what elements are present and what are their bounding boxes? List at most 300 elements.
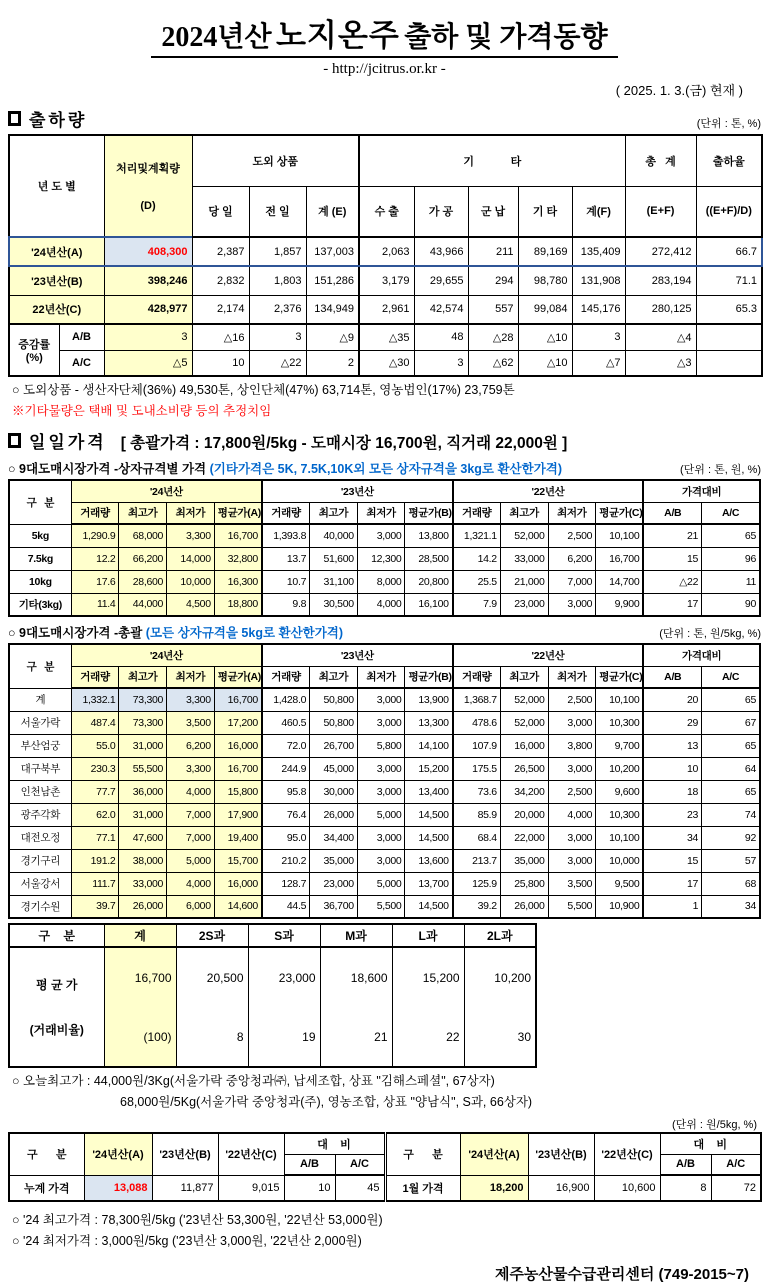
cell: △62: [468, 350, 518, 376]
cell: 210.2: [262, 849, 310, 872]
cell: 16,300: [214, 570, 262, 593]
row-label: 10kg: [9, 570, 71, 593]
cell: 16,900: [528, 1175, 594, 1201]
cell: 2,376: [249, 295, 306, 324]
cell: 28,600: [119, 570, 167, 593]
cell: 44.5: [262, 895, 310, 918]
row-label-line2: (거래비율): [29, 1023, 84, 1037]
cell: 3,000: [548, 826, 596, 849]
cell: 21: [643, 524, 701, 547]
square-bullet-icon: [8, 433, 21, 448]
cell: 33,000: [500, 547, 548, 570]
cell: 66,200: [119, 547, 167, 570]
cell: △9: [306, 324, 359, 350]
cell: △22: [249, 350, 306, 376]
cell: 13,800: [405, 524, 453, 547]
cell: 52,000: [500, 688, 548, 711]
price-total-table-head: [9, 644, 760, 688]
cell: 211: [468, 237, 518, 266]
cell: 23,000: [248, 947, 320, 1007]
cell: 13,088: [84, 1175, 152, 1201]
cell: 18,800: [214, 593, 262, 616]
price-row: [9, 570, 760, 593]
cell: 12.2: [71, 547, 119, 570]
cell: 244.9: [262, 757, 310, 780]
column-header: '22년산: [453, 480, 644, 502]
cell: 557: [468, 295, 518, 324]
section-shipment-title-text: 출하량: [29, 111, 88, 130]
shipment-change-row: [9, 350, 762, 376]
cell: 1,393.8: [262, 524, 310, 547]
price-row: [9, 524, 760, 547]
cell: 34: [643, 826, 701, 849]
cell: 34: [702, 895, 760, 918]
cell: 460.5: [262, 711, 310, 734]
cell: 36,000: [119, 780, 167, 803]
cell: 16,000: [214, 872, 262, 895]
column-header: A/B: [284, 1154, 335, 1175]
cell: 10,100: [596, 688, 644, 711]
cell: 20,000: [500, 803, 548, 826]
cell: △5: [104, 350, 192, 376]
column-header-plan-line1: 처리및계획량: [116, 163, 180, 175]
column-header: 대 비: [660, 1133, 761, 1154]
cell: 13.7: [262, 547, 310, 570]
cell: 55.0: [71, 734, 119, 757]
cell: 16,700: [104, 947, 176, 1007]
year-label: 22년산(C): [9, 295, 104, 324]
cell: 72.0: [262, 734, 310, 757]
cell: △4: [625, 324, 696, 350]
cell: 3,300: [167, 688, 215, 711]
cell: 26,000: [310, 803, 358, 826]
cell: 11: [702, 570, 760, 593]
column-header: L과: [392, 924, 464, 947]
shipment-unit-label: (단위 : 톤, %): [696, 118, 761, 130]
column-header: 최고가: [500, 666, 548, 688]
cell: 280,125: [625, 295, 696, 324]
price-row: [9, 803, 760, 826]
column-header: 거래량: [262, 666, 310, 688]
today-high-note-2: 68,000원/5Kg(서울가락 중앙청과(주), 영농조합, 상표 "양남식", S과, 66상자): [120, 1095, 533, 1109]
year-label: '23년산(B): [9, 266, 104, 295]
cell: 65: [702, 734, 760, 757]
daily-price-summary: [ 총괄가격 : 17,800원/5kg - 도매시장 16,700원, 직거래 22,000원 ]: [120, 435, 568, 452]
column-header-island-group: 도외 상품: [192, 135, 359, 186]
cell: 230.3: [71, 757, 119, 780]
price-by-size-table-head: [9, 480, 760, 524]
cell: 3,800: [548, 734, 596, 757]
cell: 20: [643, 688, 701, 711]
cell: 76.4: [262, 803, 310, 826]
cell: 30,000: [310, 780, 358, 803]
row-label: 기타(3kg): [9, 593, 71, 616]
column-header: 최고가: [500, 502, 548, 524]
cell: 18,200: [460, 1175, 528, 1201]
price-row: [9, 734, 760, 757]
cell: (100): [104, 1007, 176, 1067]
shipment-year-row: [9, 266, 762, 295]
year-label: '24년산(A): [9, 237, 104, 266]
by-size-annotation: (기타가격은 5K, 7.5K,10K외 모든 상자규격을 3kg로 환산한가격): [209, 462, 563, 476]
cell: 3: [104, 324, 192, 350]
column-header: '22년산(C): [218, 1133, 284, 1175]
cell: 2,174: [192, 295, 249, 324]
plan-value: 398,246: [104, 266, 192, 295]
cell: 15,200: [405, 757, 453, 780]
cell: [696, 350, 762, 376]
column-header-processing: 가 공: [414, 186, 468, 237]
column-header: 평균가(C): [596, 666, 644, 688]
cell: 11,877: [152, 1175, 218, 1201]
row-label: 누계 가격: [9, 1175, 84, 1201]
cell: 68,000: [119, 524, 167, 547]
cell: 128.7: [262, 872, 310, 895]
cell: 73.6: [453, 780, 501, 803]
cell: 3: [414, 350, 468, 376]
cell: 35,000: [310, 849, 358, 872]
cell: 23,000: [500, 593, 548, 616]
column-header-rate-formula: ((E+F)/D): [696, 186, 762, 237]
cell: 48: [414, 324, 468, 350]
column-header-year: 년 도 별: [9, 135, 104, 237]
cell: 4,000: [357, 593, 405, 616]
cell: 17: [643, 872, 701, 895]
cell: △7: [572, 350, 625, 376]
cell: 10,100: [596, 826, 644, 849]
row-label: 광주각화: [9, 803, 71, 826]
column-header-military: 군 납: [468, 186, 518, 237]
cell: 14,500: [405, 803, 453, 826]
cell: 72: [711, 1175, 761, 1201]
column-header: 거래량: [262, 502, 310, 524]
total-unit-label: (단위 : 톤, 원/5kg, %): [659, 628, 761, 640]
change-rate-label: 증감률 (%): [9, 324, 59, 376]
cell: 67: [702, 711, 760, 734]
cell: 5,000: [357, 872, 405, 895]
cell: 29: [643, 711, 701, 734]
cell: 5,500: [357, 895, 405, 918]
column-header: 최저가: [548, 666, 596, 688]
shipment-year-row: [9, 295, 762, 324]
column-header: '22년산(C): [594, 1133, 660, 1175]
cell: 21: [320, 1007, 392, 1067]
cell: 6,200: [167, 734, 215, 757]
by-size-title: ○ 9대도매시장가격 -상자규격별 가격: [8, 462, 207, 476]
by-size-subhead: [8, 459, 761, 477]
cell: 38,000: [119, 849, 167, 872]
cell: 32,800: [214, 547, 262, 570]
cell: 3,000: [548, 849, 596, 872]
column-header: A/C: [335, 1154, 385, 1175]
cumulative-unit-label: (단위 : 원/5kg, %): [671, 1119, 757, 1131]
cell: 3,000: [548, 711, 596, 734]
price-row: [9, 757, 760, 780]
column-header: A/B: [643, 502, 701, 524]
column-header: '23년산(B): [528, 1133, 594, 1175]
plan-value: 428,977: [104, 295, 192, 324]
column-header-export: 수 출: [359, 186, 414, 237]
cumulative-price-table: [8, 1132, 762, 1202]
cell: 2,387: [192, 237, 249, 266]
column-header: '23년산(B): [152, 1133, 218, 1175]
column-header: 거래량: [453, 502, 501, 524]
cell: 44,000: [119, 593, 167, 616]
column-header: 최저가: [548, 502, 596, 524]
column-header: 구 분: [385, 1133, 460, 1175]
cell: △10: [518, 350, 572, 376]
column-header: '23년산: [262, 480, 453, 502]
cell: 9,600: [596, 780, 644, 803]
cell: 2,961: [359, 295, 414, 324]
column-header: 거래량: [71, 502, 119, 524]
avg-price-row: [9, 947, 536, 1007]
price-row: [9, 849, 760, 872]
cell: 3,000: [357, 757, 405, 780]
cell: [696, 324, 762, 350]
cell: 68: [702, 872, 760, 895]
cell: 3,500: [167, 711, 215, 734]
column-header: 최고가: [310, 666, 358, 688]
column-header: 평균가(A): [214, 666, 262, 688]
row-label: 경기수원: [9, 895, 71, 918]
year-high-note: ○ '24 최고가격 : 78,300원/5kg ('23년산 53,300원, '22년산 53,000원): [12, 1213, 383, 1227]
shipment-change-row: [9, 324, 762, 350]
cell: 39.2: [453, 895, 501, 918]
column-header: 구 분: [9, 480, 71, 524]
cell: 71.1: [696, 266, 762, 295]
cell: 47,600: [119, 826, 167, 849]
year-low-note: ○ '24 최저가격 : 3,000원/5kg ('23년산 3,000원, '22년산 2,000원): [12, 1234, 362, 1248]
cell: 29,655: [414, 266, 468, 295]
column-header: 최고가: [310, 502, 358, 524]
cell: 3,500: [548, 872, 596, 895]
total-subhead: [8, 623, 761, 641]
report-date: ( 2025. 1. 3.(금) 현재 ): [615, 83, 743, 98]
column-header: 구 분: [9, 644, 71, 688]
cell: △35: [359, 324, 414, 350]
cell: 10,000: [167, 570, 215, 593]
cell: 52,000: [500, 711, 548, 734]
column-header: 가격대비: [643, 480, 760, 502]
cell: 15,800: [214, 780, 262, 803]
cell: △16: [192, 324, 249, 350]
cell: 66.7: [696, 237, 762, 266]
cell: 31,100: [310, 570, 358, 593]
page-title: [8, 10, 761, 58]
change-sub-label: A/C: [59, 350, 104, 376]
column-header-sumE: 계 (E): [306, 186, 359, 237]
cell: 11.4: [71, 593, 119, 616]
column-header-day: 당 일: [192, 186, 249, 237]
size-summary-table: [8, 923, 537, 1068]
column-header: 거래량: [453, 666, 501, 688]
cell: 1,321.1: [453, 524, 501, 547]
cell: 8: [176, 1007, 248, 1067]
cell: 1,857: [249, 237, 306, 266]
cell: 17.6: [71, 570, 119, 593]
cell: 5,500: [548, 895, 596, 918]
cell: 64: [702, 757, 760, 780]
cell: 3,000: [357, 688, 405, 711]
cell: 478.6: [453, 711, 501, 734]
cell: 6,000: [167, 895, 215, 918]
cell: 95.8: [262, 780, 310, 803]
site-url: - http://jcitrus.or.kr -: [323, 61, 446, 77]
cell: 40,000: [310, 524, 358, 547]
column-header: 2L과: [464, 924, 536, 947]
cell: 19,400: [214, 826, 262, 849]
plan-value: 408,300: [104, 237, 192, 266]
title-suffix: 출하 및 가격동향: [404, 22, 608, 53]
row-label: 인천남촌: [9, 780, 71, 803]
cell: 50,800: [310, 711, 358, 734]
cell: 57: [702, 849, 760, 872]
cell: 1,428.0: [262, 688, 310, 711]
column-header: '23년산: [262, 644, 453, 666]
cell: 13: [643, 734, 701, 757]
cell: 134,949: [306, 295, 359, 324]
cumulative-price-row: [9, 1175, 761, 1201]
column-header-total: 총 계: [625, 135, 696, 186]
cell: 4,000: [167, 872, 215, 895]
cell: 125.9: [453, 872, 501, 895]
cell: 1,803: [249, 266, 306, 295]
row-label: 경기구리: [9, 849, 71, 872]
column-header-rate: 출하율: [696, 135, 762, 186]
cell: 2,063: [359, 237, 414, 266]
square-bullet-icon: [8, 111, 21, 126]
cell: 213.7: [453, 849, 501, 872]
cell: 14,500: [405, 895, 453, 918]
cell: 16,000: [214, 734, 262, 757]
cell: 73,300: [119, 711, 167, 734]
cell: △28: [468, 324, 518, 350]
cell: 45,000: [310, 757, 358, 780]
cell: 14,100: [405, 734, 453, 757]
cell: 30: [464, 1007, 536, 1067]
cell: 10,900: [596, 895, 644, 918]
cell: 175.5: [453, 757, 501, 780]
cell: 14,700: [596, 570, 644, 593]
cell: 3,179: [359, 266, 414, 295]
cell: 55,500: [119, 757, 167, 780]
column-header: 최고가: [119, 666, 167, 688]
cell: 2,500: [548, 780, 596, 803]
cell: 15,200: [392, 947, 464, 1007]
cell: 3,000: [357, 524, 405, 547]
cell: 89,169: [518, 237, 572, 266]
cell: 20,800: [405, 570, 453, 593]
column-header: '24년산: [71, 480, 262, 502]
cell: 9,015: [218, 1175, 284, 1201]
cell: 65.3: [696, 295, 762, 324]
price-row: [9, 593, 760, 616]
today-high-note-1: ○ 오늘최고가 : 44,000원/3Kg(서울가락 중앙청과㈜, 납세조합, 상표 "김해스페셜", 67상자): [12, 1074, 495, 1088]
cell: 50,800: [310, 688, 358, 711]
cell: 74: [702, 803, 760, 826]
cell: 26,000: [500, 895, 548, 918]
column-header: '22년산: [453, 644, 644, 666]
cell: 2,832: [192, 266, 249, 295]
price-row: [9, 895, 760, 918]
cell: 151,286: [306, 266, 359, 295]
column-header: A/B: [660, 1154, 711, 1175]
cell: 52,000: [500, 524, 548, 547]
cell: 19: [248, 1007, 320, 1067]
row-label: 대구북부: [9, 757, 71, 780]
cell: 191.2: [71, 849, 119, 872]
cell: 1,332.1: [71, 688, 119, 711]
cell: 145,176: [572, 295, 625, 324]
row-label-line1: 평 균 가: [36, 978, 78, 992]
cell: 1: [643, 895, 701, 918]
cell: 6,200: [548, 547, 596, 570]
cell: 33,000: [119, 872, 167, 895]
column-header: M과: [320, 924, 392, 947]
cell: 10: [192, 350, 249, 376]
column-header: 평균가(B): [405, 502, 453, 524]
price-row: [9, 688, 760, 711]
cell: 31,000: [119, 734, 167, 757]
column-header: 평균가(A): [214, 502, 262, 524]
cell: 20,500: [176, 947, 248, 1007]
cell: 3,300: [167, 757, 215, 780]
price-row: [9, 780, 760, 803]
row-label: 1월 가격: [385, 1175, 460, 1201]
column-header: 최저가: [167, 502, 215, 524]
column-header: S과: [248, 924, 320, 947]
cell: 92: [702, 826, 760, 849]
cell: 68.4: [453, 826, 501, 849]
cell: 12,300: [357, 547, 405, 570]
cell: 2,500: [548, 524, 596, 547]
column-header: A/C: [702, 666, 760, 688]
cell: 14.2: [453, 547, 501, 570]
title-main: 노지온주: [275, 18, 400, 53]
cell: 13,900: [405, 688, 453, 711]
cell: 9.8: [262, 593, 310, 616]
cell: 96: [702, 547, 760, 570]
cell: 5,800: [357, 734, 405, 757]
price-by-size-table-body: [9, 524, 760, 616]
cell: 9,700: [596, 734, 644, 757]
column-header: 구 분: [9, 924, 104, 947]
shipment-table-body: [9, 237, 762, 376]
total-title: ○ 9대도매시장가격 -총괄: [8, 626, 143, 640]
cell: △3: [625, 350, 696, 376]
shipment-note-island: ○ 도외상품 - 생산자단체(36%) 49,530톤, 상인단체(47%) 63,714톤, 영농법인(17%) 23,759톤: [12, 383, 515, 397]
cell: 5,000: [167, 849, 215, 872]
column-header: '24년산(A): [84, 1133, 152, 1175]
cell: 3: [249, 324, 306, 350]
price-row: [9, 711, 760, 734]
cell: 34,400: [310, 826, 358, 849]
cell: 8,000: [357, 570, 405, 593]
price-row: [9, 872, 760, 895]
price-total-table: [8, 643, 761, 919]
cell: 85.9: [453, 803, 501, 826]
cell: 22,000: [500, 826, 548, 849]
cell: 16,700: [596, 547, 644, 570]
column-header-other: 기 타: [518, 186, 572, 237]
cell: 30,500: [310, 593, 358, 616]
row-label: 부산엄궁: [9, 734, 71, 757]
cell: △30: [359, 350, 414, 376]
cell: 7,000: [167, 826, 215, 849]
cell: 2,500: [548, 688, 596, 711]
column-header-prev: 전 일: [249, 186, 306, 237]
